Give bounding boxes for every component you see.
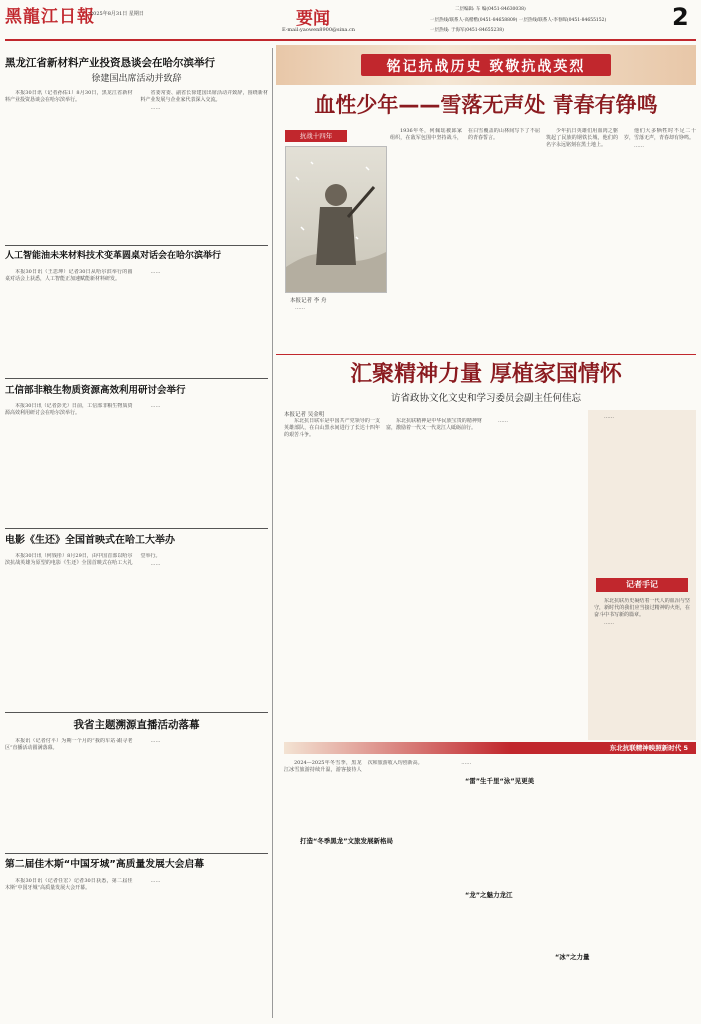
body-livestream: 本报讯（记者付平）为期一个月的“我的车站·跟寻老区”直播活动圆满落幕。 …… [5,738,161,751]
section-title: 要闻 [296,9,330,29]
contact-line-2: 一层热线/联系人-高楷楷(0451-84658809) 一层热线/联系人-李春晖(0451-84655152) [430,18,607,23]
feature-illustration [285,146,387,293]
bottom-heading-3: “龙”之魅力龙江 [465,891,513,899]
newspaper-logo: 黑龍江日報 [5,7,95,27]
article-film-premiere [5,534,268,713]
interview-body: 东北抗日联军是中国共产党领导的一支英雄部队，在白山黑水间进行了长达十四年的艰苦斗争。 东北抗联精神是中华民族宝贵的精神财富，激励着一代又一代龙江人砥砺前行。 …… [284,418,508,438]
body-biomass: 本报30日讯（记者彭光）日前，工信部非粮生物质资源高效利用研讨会在哈尔滨举行。 …… [5,403,161,416]
series-title: 东北抗联精神映照新时代 5 [609,744,688,752]
headline-film: 电影《生还》全国首映式在哈工大举办 [5,535,175,546]
banner-text: 铭记抗战历史 致敬抗战英烈 [386,59,586,75]
headline-investment: 黑龙江省新材料产业投资恳谈会在哈尔滨举行 [5,57,215,69]
body-ai: 本报30日讯（王思坤）记者30日从哈尔滨举行的圆桌对话会上获悉，人工智能正加速赋能新材料研发。 …… [5,269,161,282]
interview-subheadline: 访省政协文化文史和学习委员会副主任何佳忘 [390,393,581,404]
feature-tag-label: 抗战十四年 [299,132,333,140]
article-tooth-city [5,858,268,1018]
article-live-stream [5,718,268,853]
soldier-illustration [286,147,386,292]
feature-caption: 本报记者 李 舟 [290,298,327,304]
body-film: 本报30日讯（何钱彤）8月29日，由中国首部以哈尔滨抗战英雄为原型的电影《生还》全国首映式在哈工大礼堂举行。 …… [5,553,161,567]
contact-line-1: 二层编辑: 车 编(0451-84630038) [455,7,526,12]
interview-caption: 本报记者 吴金明 [284,412,325,418]
column-divider [272,48,273,1018]
page-number: 2 [672,3,689,31]
series-bar [284,742,696,754]
headline-biomass: 工信部非粮生物质资源高效利用研讨会举行 [5,385,186,396]
section-email: E-mail:yaowen8900@sina.cn [282,27,356,33]
contact-line-3: 一层热线: 于海军(0451-84655238) [430,28,504,33]
bottom-heading-2: “雷”生千里“泳”见更美 [465,777,535,785]
divider [276,354,696,355]
divider [5,712,268,713]
masthead-rule [5,39,696,41]
interview-headline: 汇聚精神力量 厚植家国情怀 [350,362,622,387]
headline-livestream: 我省主题溯源直播活动落幕 [73,719,200,731]
feature-tag [285,130,347,142]
feature-body-left: …… [295,305,305,311]
bottom-heading-4: “冰”之力量 [555,953,590,961]
feature-headline: 血性少年——雪落无声处 青春有铮鸣 [314,93,658,117]
article-investment-conference [5,56,268,242]
subheadline-investment: 徐建国出席活动并致辞 [91,74,182,84]
headline-ai: 人工智能油未来材料技术变革圆桌对话会在哈尔滨举行 [5,251,222,261]
reporter-notes-panel [588,410,696,740]
bottom-heading-1: 打造“冬季黑龙”文旅发展新格局 [300,837,394,845]
bottom-body: 2024—2025年冬雪季，黑龙江冰雪旅游持续升温，游客接待人次和旅游收入均创新高。 …… [284,760,472,773]
body-investment: 本报30日讯（记者孙佑1）8月30日，黑龙江省新材料产业投资恳谈会在哈尔滨举行。 省委常委、副省长徐建国出席活动并致辞，围绕新材料产业发展与企业家代表深入交流。 …… [5,90,268,111]
body-toothcity: 本报30日讯（记者任宏）记者30日获悉，第二届佳木斯“中国牙城”高质量发展大会开幕。 …… [5,878,161,891]
masthead [0,0,701,40]
article-ai-roundtable [5,250,268,379]
headline-toothcity: 第二届佳木斯“中国牙城”高质量发展大会启幕 [5,859,205,870]
divider [5,378,268,379]
divider [5,528,268,529]
reporter-notes-body: 东北抗联历史凝结着一代人的血泪与坚守，新时代的我们应当接过精神的火炬，在奋斗中书写新的篇章。 …… [594,598,690,626]
theme-banner [276,45,696,85]
feature-body: 1936年冬，何佩瑶被邱家组织，在敌军包围中坚持战斗，在白雪覆盖的山林间写下了不屈的青春誓言。 少年抗日英雄们用血肉之躯筑起了民族的钢铁长城，他们的名字永远铭刻在黑土地上。 他们大多牺牲时不足二十岁，雪落无声，青春却有铮鸣。 …… [390,128,696,149]
reporter-notes-top: …… [604,414,614,420]
article-biomass-seminar [5,384,268,531]
reporter-notes-label: 记者手记 [596,578,688,592]
issue-date: 2025年8月31日 星期日 [90,11,144,17]
divider [5,245,268,246]
divider [5,853,268,854]
